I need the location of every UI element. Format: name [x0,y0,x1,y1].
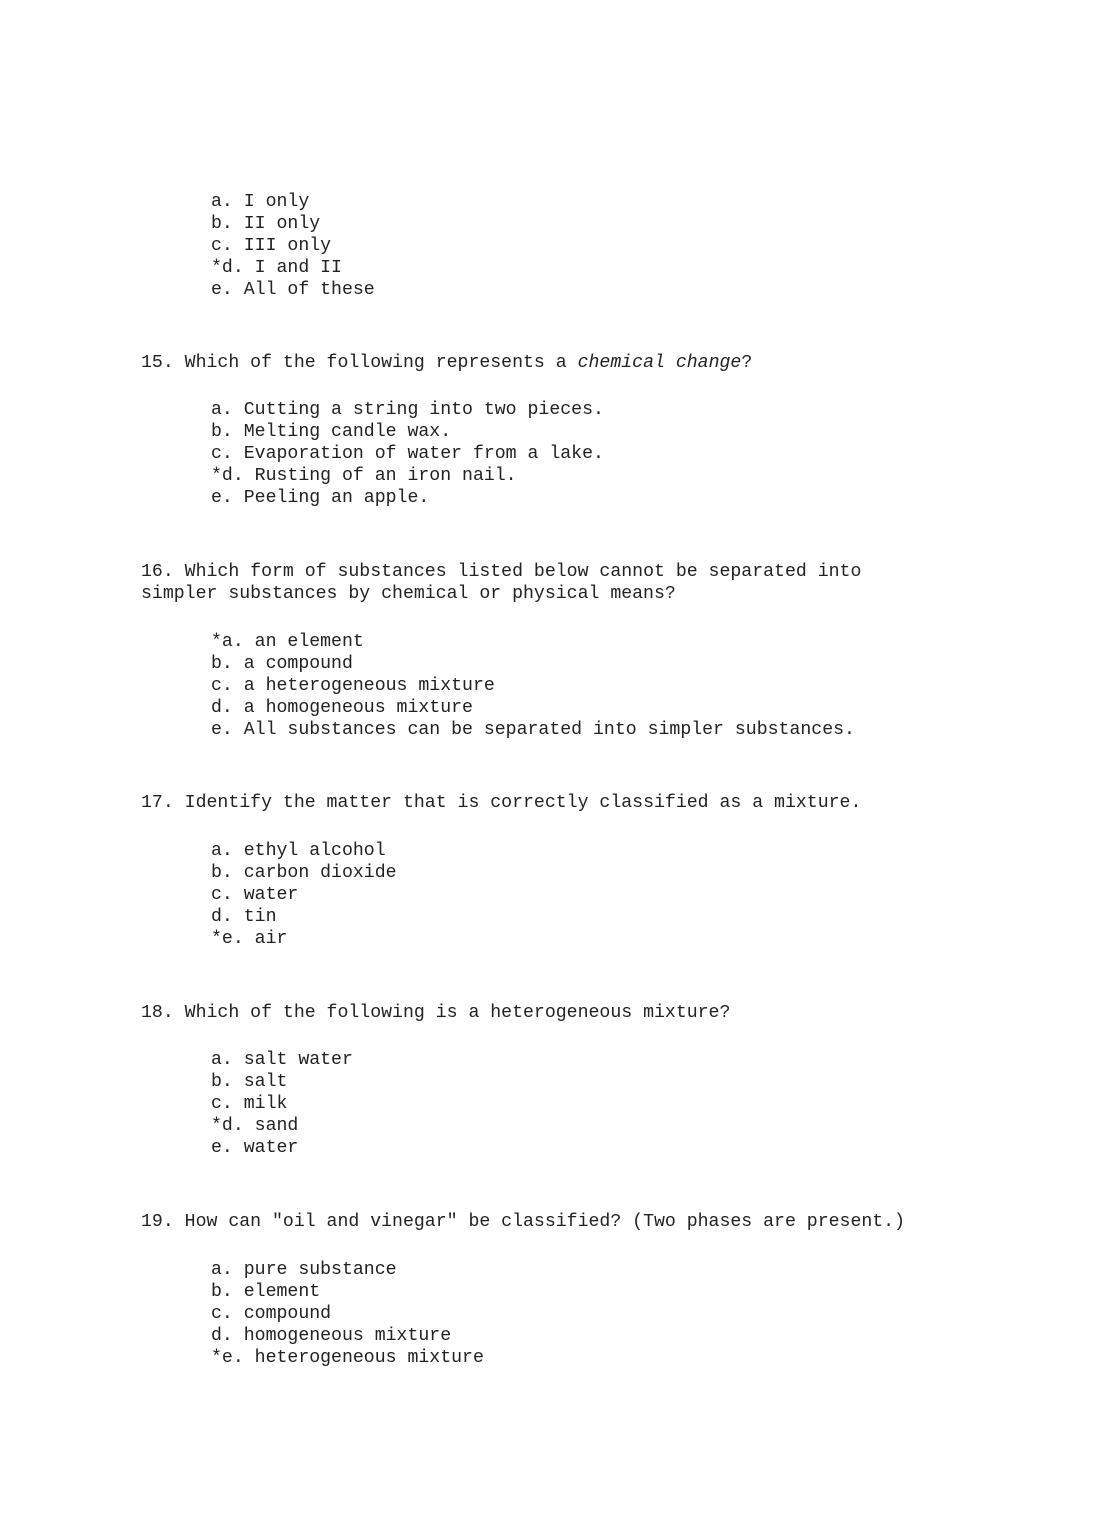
question-16 [141,561,931,741]
stem-text: Which form of substances listed below cannot be separated into simpler substances by chemical or physical means? [141,562,873,604]
option: a. ethyl alcohol [211,841,386,861]
option: b. salt [211,1072,288,1092]
stem-text: Identify the matter that is correctly classified as a mixture. [184,793,862,813]
question-number: 15. [141,353,174,373]
option: a. pure substance [211,1260,397,1280]
option: c. a heterogeneous mixture [211,676,495,696]
option: b. II only [211,214,321,234]
stem-text: How can "oil and vinegar" be classified? (Two phases are present.) [184,1212,906,1232]
stem-after: ? [741,353,753,373]
question-stem [141,561,931,605]
option: *e. heterogeneous mixture [211,1348,484,1368]
option: c. Evaporation of water from a lake. [211,444,604,464]
options-list [141,1259,1041,1369]
option: a. I only [211,192,310,212]
option: *d. sand [211,1116,299,1136]
stem-text: Which of the following is a heterogeneous mixture? [184,1003,731,1023]
options-list [141,631,931,741]
question-15 [141,352,1041,509]
question-stem [141,1002,1041,1024]
question-14-continued [141,191,1041,301]
options-list [141,191,1041,301]
option: e. All substances can be separated into simpler substances. [211,720,855,740]
question-number: 16. [141,562,174,582]
option: d. a homogeneous mixture [211,698,473,718]
option: *d. Rusting of an iron nail. [211,466,517,486]
option: c. water [211,885,299,905]
question-number: 18. [141,1003,174,1023]
option: a. salt water [211,1050,353,1070]
question-number: 17. [141,793,174,813]
option: e. Peeling an apple. [211,488,430,508]
stem-emphasis: chemical change [577,353,742,373]
question-19 [141,1211,1041,1369]
option: b. carbon dioxide [211,863,397,883]
option: d. homogeneous mixture [211,1326,452,1346]
option: *e. air [211,929,288,949]
option: b. a compound [211,654,353,674]
option: *a. an element [211,632,364,652]
option: d. tin [211,907,277,927]
question-stem [141,1211,1041,1233]
options-list [141,399,1041,509]
option: e. All of these [211,280,375,300]
question-stem [141,792,1041,814]
stem-before: Which of the following represents a [184,353,578,373]
option: a. Cutting a string into two pieces. [211,400,604,420]
option: c. III only [211,236,332,256]
question-stem [141,352,1041,374]
option: c. milk [211,1094,288,1114]
option: c. compound [211,1304,332,1324]
question-number: 19. [141,1212,174,1232]
question-17 [141,792,1041,950]
option: e. water [211,1138,299,1158]
option: b. element [211,1282,321,1302]
question-18 [141,1002,1041,1159]
option: b. Melting candle wax. [211,422,452,442]
options-list [141,1049,1041,1159]
option: *d. I and II [211,258,342,278]
options-list [141,840,1041,950]
